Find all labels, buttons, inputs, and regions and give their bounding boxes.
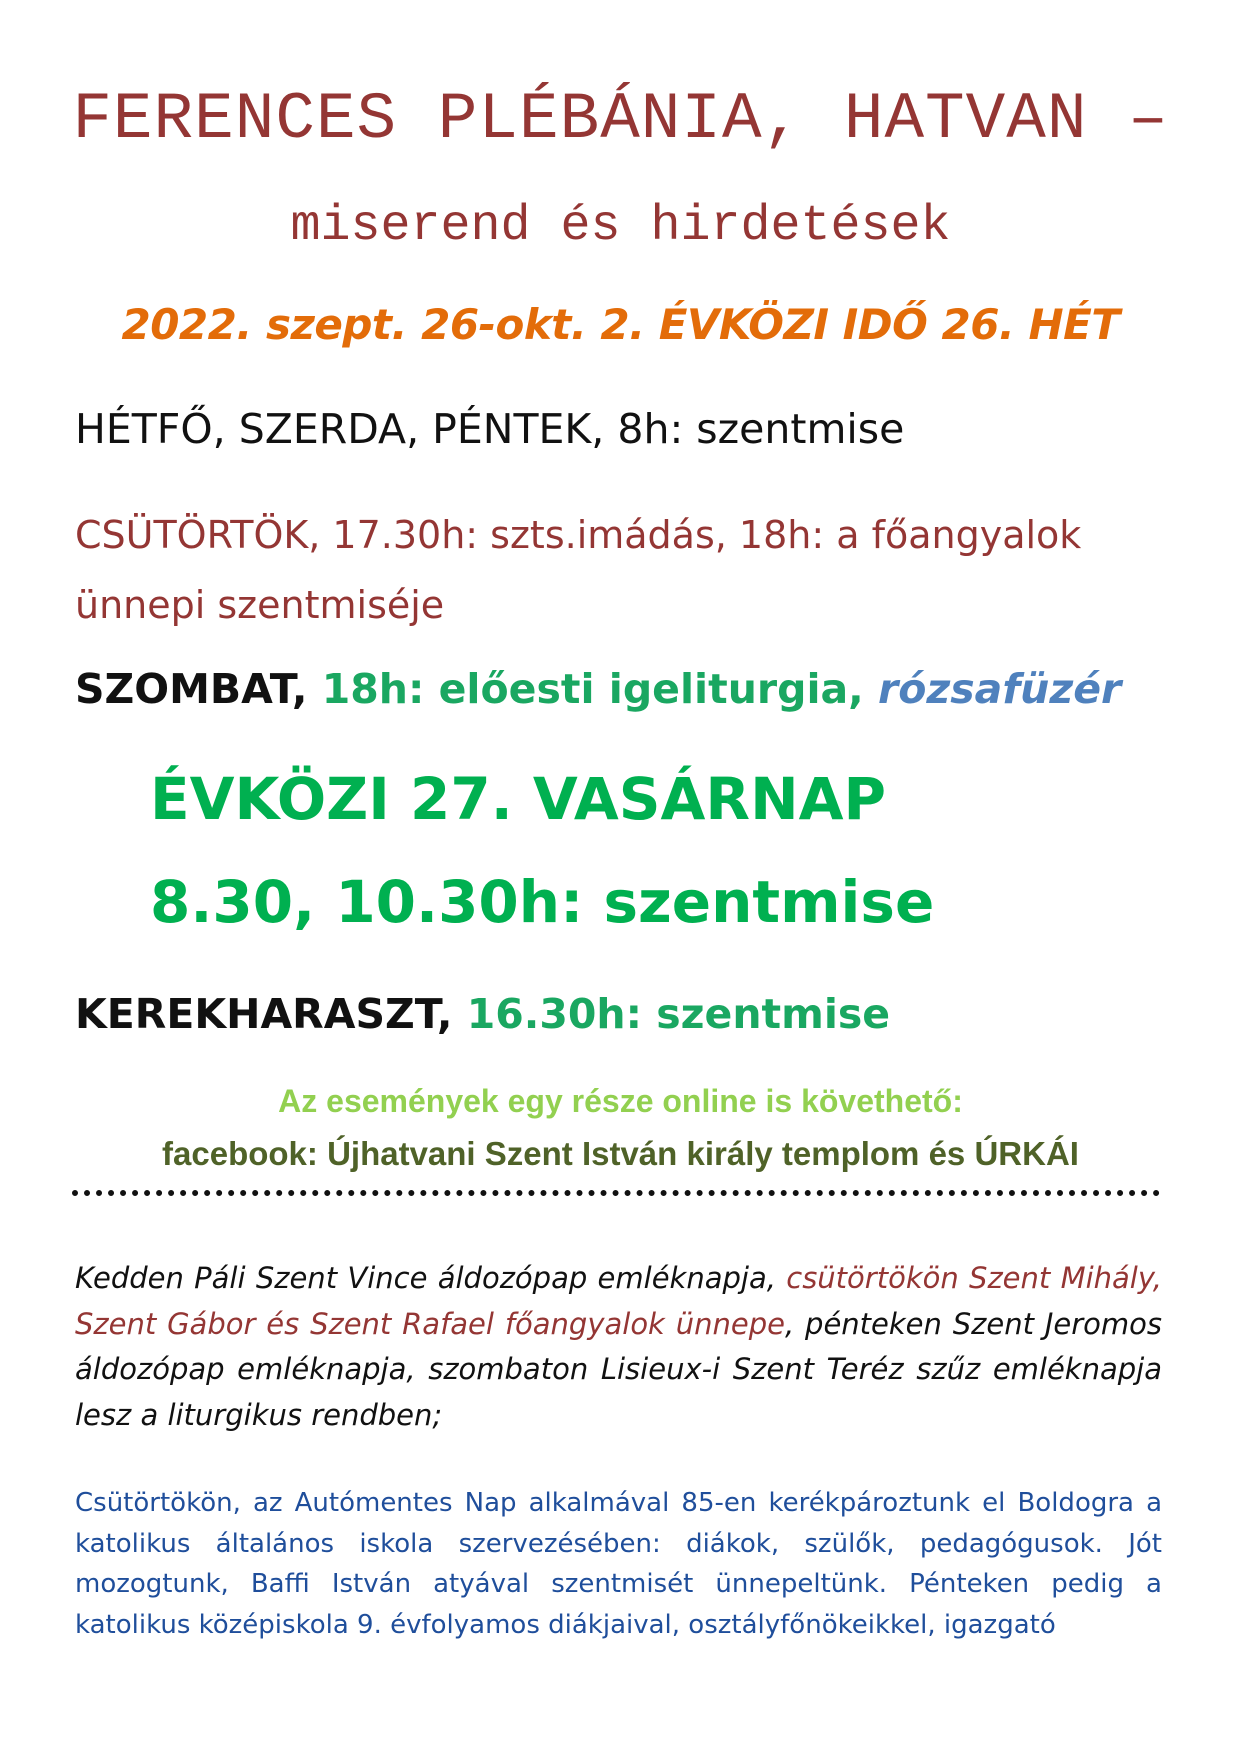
- thursday-schedule: CSÜTÖRTÖK, 17.30h: szts.imádás, 18h: a főangyalok ünnepi szentmiséje: [75, 513, 1082, 627]
- weekday-masses: HÉTFŐ, SZERDA, PÉNTEK, 8h: szentmise: [75, 405, 905, 453]
- kerekharaszt-label: KEREKHARASZT,: [75, 990, 453, 1038]
- kerekharaszt-mass: 16.30h: szentmise: [452, 990, 891, 1038]
- dotted-divider: [72, 1190, 1160, 1196]
- page-subtitle: miserend és hirdetések: [290, 198, 951, 255]
- parish-title: FERENCES PLÉBÁNIA, HATVAN –: [72, 82, 1169, 157]
- saturday-label: SZOMBAT,: [75, 665, 308, 713]
- week-heading: 2022. szept. 26-okt. 2. ÉVKÖZI IDŐ 26. HÉT: [121, 300, 1120, 349]
- sunday-title: ÉVKÖZI 27. VASÁRNAP: [150, 765, 887, 833]
- saturday-schedule: [75, 665, 1121, 713]
- online-notice: Az események egy része online is követhető:: [278, 1083, 963, 1119]
- p1-part-a: Kedden Páli Szent Vince áldozópap emléknapja,: [75, 1261, 787, 1295]
- liturgical-calendar-paragraph: [75, 1256, 1162, 1438]
- sunday-masses: 8.30, 10.30h: szentmise: [150, 868, 935, 936]
- kerekharaszt-schedule: [75, 990, 890, 1038]
- facebook-notice: facebook: Újhatvani Szent István király templom és ÚRKÁI: [162, 1135, 1079, 1172]
- p1-part-c: , pénteken Szent Jeromos áldozópap emléknapja, szombaton Lisieux-i Szent Teréz szűz emléknapja lesz a liturgikus rendben;: [75, 1306, 1162, 1432]
- saturday-rosary: rózsafüzér: [863, 665, 1122, 713]
- p1-archangels-feast: csütörtökön Szent Mihály, Szent Gábor és Szent Rafael főangyalok ünnepe: [75, 1261, 1162, 1341]
- saturday-liturgy: 18h: előesti igeliturgia,: [307, 665, 864, 713]
- car-free-day-paragraph: Csütörtökön, az Autómentes Nap alkalmával 85-en kerékpároztunk el Boldogra a katolikus általános iskola szervezésében: diákok, szülők, pedagógusok. Jót mozogtunk, Baffi István atyával szentmisét ünnepeltünk. Pénteken pedig a katolikus középiskola 9. évfolyamos diákjaival, osztályfőnökeikkel, igazgató: [75, 1488, 1162, 1640]
